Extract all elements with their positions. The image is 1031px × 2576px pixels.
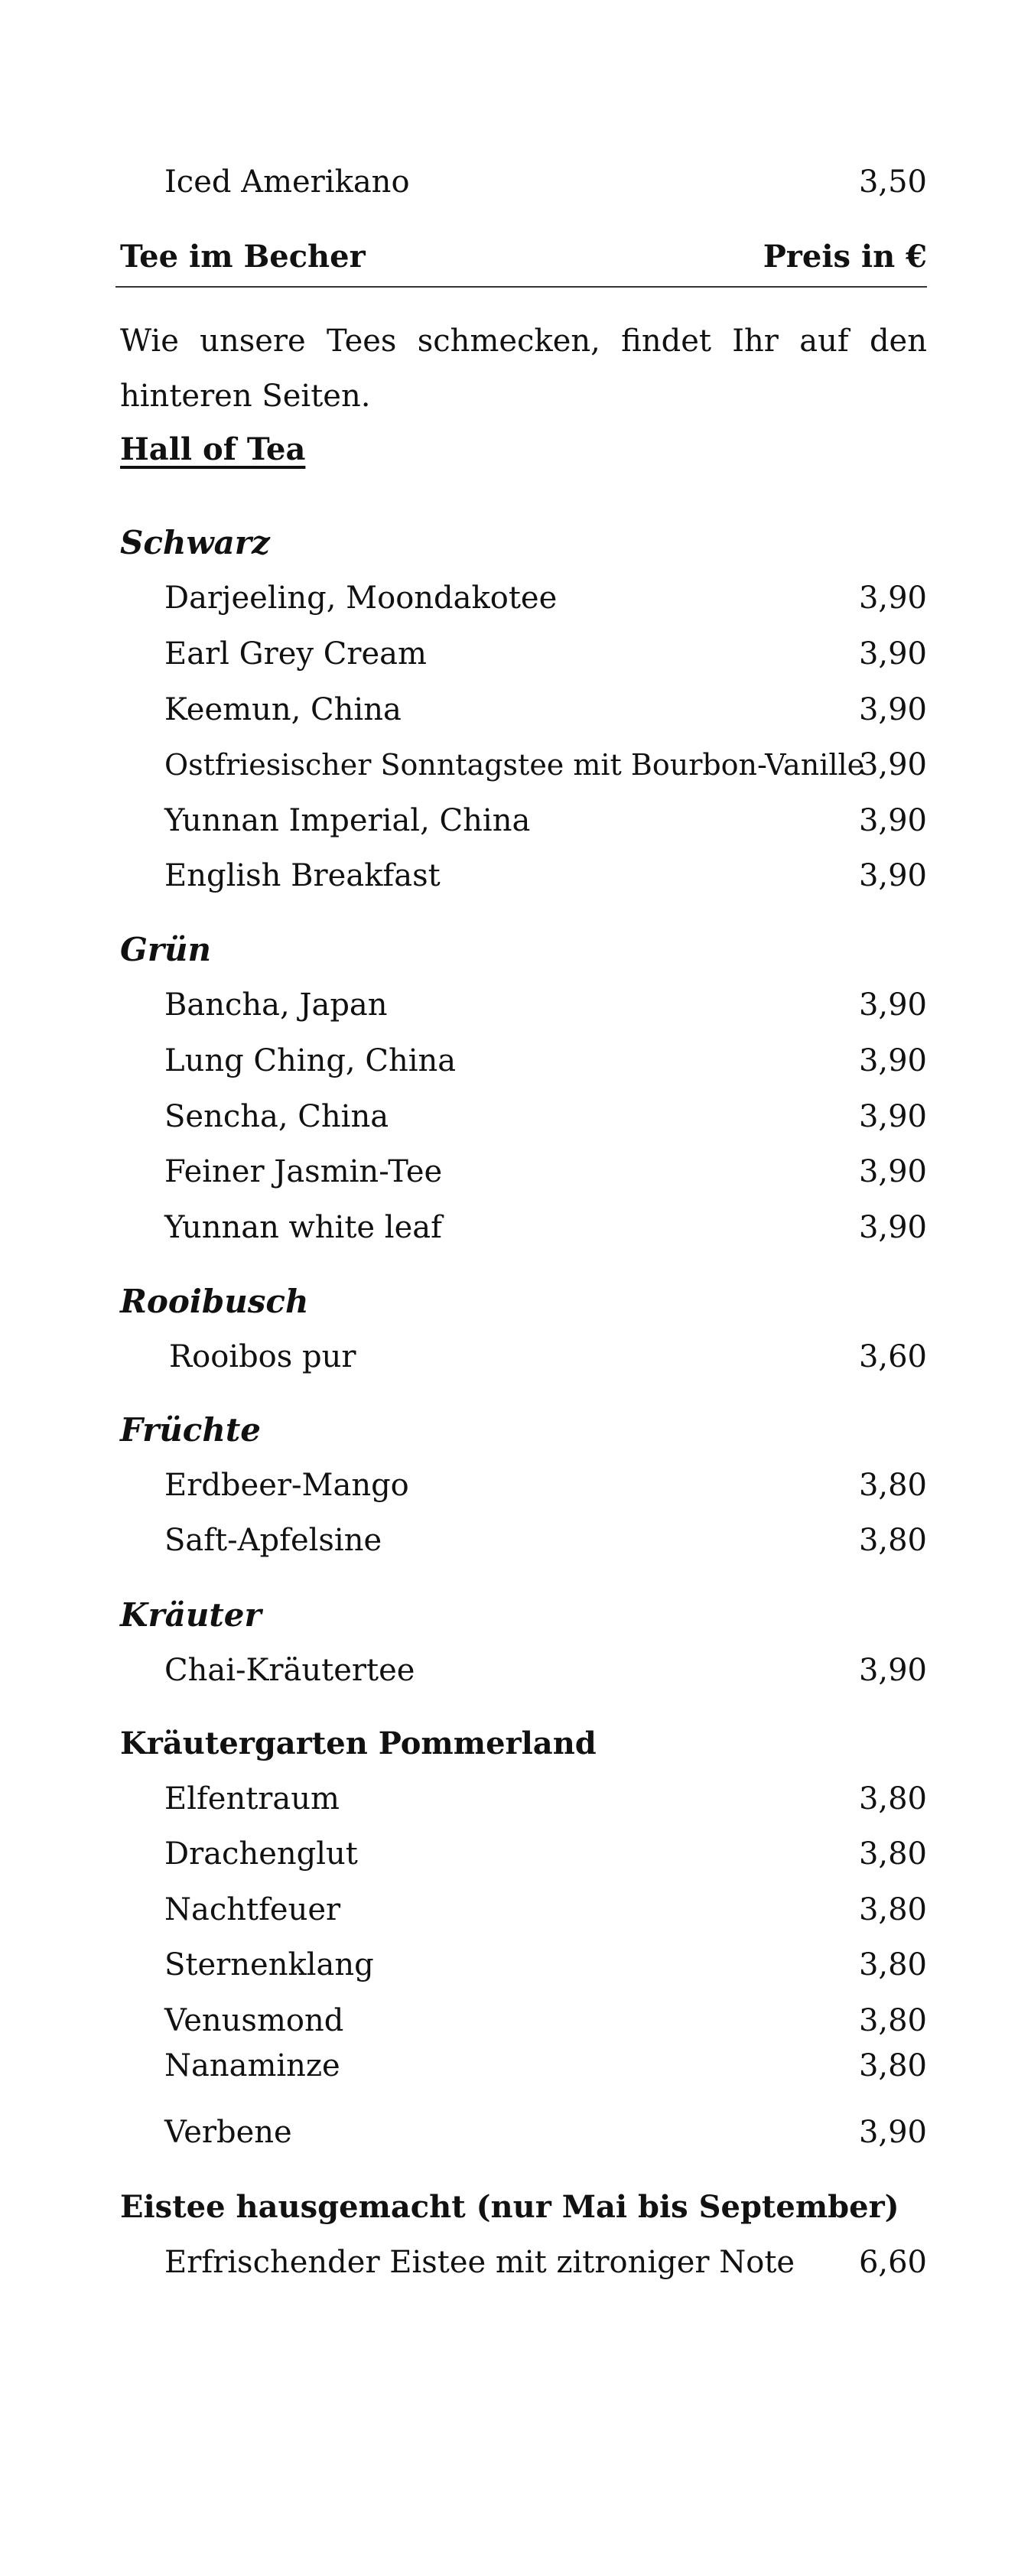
item-name: Nanaminze [164, 2048, 340, 2083]
item-name: Darjeeling, Moondakotee [164, 581, 558, 616]
menu-item [120, 982, 927, 1028]
item-name: Erdbeer-Mango [164, 1468, 409, 1503]
item-price: 3,90 [858, 803, 927, 838]
item-price: 3,80 [858, 1836, 927, 1872]
menu-item [120, 798, 927, 844]
header-divider [115, 286, 927, 288]
section-header [120, 234, 927, 280]
item-price: 3,90 [858, 747, 927, 782]
menu-item [120, 742, 927, 788]
menu-item [120, 2239, 927, 2285]
menu-item [120, 1776, 927, 1822]
menu-item [120, 687, 927, 733]
menu-item [120, 1149, 927, 1195]
section-title: Tee im Becher [120, 239, 366, 275]
item-name: English Breakfast [164, 858, 441, 893]
item-price: 3,90 [858, 1210, 927, 1245]
menu-item [120, 1462, 927, 1508]
item-price: 3,90 [858, 987, 927, 1023]
menu-item [120, 575, 927, 621]
item-price: 3,90 [858, 858, 927, 893]
item-name: Feiner Jasmin-Tee [164, 1154, 443, 1189]
menu-item [120, 1831, 927, 1877]
item-name: Elfentraum [164, 1781, 340, 1817]
item-name: Drachenglut [164, 1836, 358, 1872]
menu-item [120, 159, 927, 205]
intro-text: Wie unsere Tees schmecken, findet Ihr auf den hinteren Seiten. [120, 324, 927, 414]
menu-item [120, 1887, 927, 1933]
item-name: Saft-Apfelsine [164, 1523, 382, 1558]
item-name: Ostfriesischer Sonntagstee mit Bourbon-Vanille [164, 748, 865, 782]
item-price: 3,90 [858, 1653, 927, 1688]
menu-item [120, 1094, 927, 1140]
category-schwarz: Schwarz [120, 524, 270, 561]
item-price: 3,80 [858, 1947, 927, 1982]
item-price: 3,80 [858, 1468, 927, 1503]
item-name: Erfrischender Eistee mit zitroniger Note [164, 2245, 795, 2280]
item-price: 3,50 [858, 164, 927, 200]
item-price: 3,80 [858, 2003, 927, 2038]
item-name: Sencha, China [164, 1099, 389, 1134]
item-name: Bancha, Japan [164, 987, 388, 1023]
category-kraeuter: Kräuter [120, 1596, 262, 1634]
menu-item [120, 1038, 927, 1084]
item-price: 6,60 [858, 2245, 927, 2280]
item-name: Yunnan white leaf [164, 1210, 442, 1245]
item-price: 3,90 [858, 1043, 927, 1078]
menu-item [120, 1517, 927, 1563]
menu-item [120, 853, 927, 899]
item-name: Rooibos pur [169, 1339, 356, 1374]
menu-item [120, 1998, 927, 2044]
menu-item [120, 2043, 927, 2089]
item-price: 3,80 [858, 1523, 927, 1558]
category-rooibusch: Rooibusch [120, 1283, 309, 1320]
item-name: Yunnan Imperial, China [164, 803, 531, 838]
hall-of-tea-heading: Hall of Tea [120, 431, 306, 467]
item-price: 3,90 [858, 1154, 927, 1189]
item-name: Iced Amerikano [164, 164, 410, 200]
menu-item [120, 2109, 927, 2155]
item-name: Lung Ching, China [164, 1043, 457, 1078]
item-price: 3,80 [858, 1781, 927, 1817]
item-price: 3,80 [858, 2048, 927, 2083]
item-name: Earl Grey Cream [164, 636, 427, 672]
item-price: 3,90 [858, 636, 927, 672]
item-name: Sternenklang [164, 1947, 374, 1982]
menu-item [120, 1942, 927, 1988]
item-price: 3,60 [858, 1339, 927, 1374]
item-price: 3,90 [858, 1099, 927, 1134]
item-name: Keemun, China [164, 692, 402, 727]
item-price: 3,80 [858, 1892, 927, 1927]
item-name: Chai-Kräutertee [164, 1653, 415, 1688]
item-name: Verbene [164, 2115, 292, 2150]
item-price: 3,90 [858, 581, 927, 616]
item-price: 3,90 [858, 692, 927, 727]
item-name: Nachtfeuer [164, 1892, 341, 1927]
category-fruechte: Früchte [120, 1411, 261, 1449]
price-column-label: Preis in € [763, 239, 927, 275]
menu-item [120, 1205, 927, 1251]
item-name: Venusmond [164, 2003, 344, 2038]
category-eistee: Eistee hausgemacht (nur Mai bis September) [120, 2189, 899, 2225]
category-gruen: Grün [120, 931, 212, 968]
menu-item [120, 1647, 927, 1693]
category-kraeutergarten-pommerland: Kräutergarten Pommerland [120, 1725, 597, 1761]
menu-item [120, 631, 927, 677]
item-price: 3,90 [858, 2115, 927, 2150]
menu-item [120, 1334, 927, 1380]
